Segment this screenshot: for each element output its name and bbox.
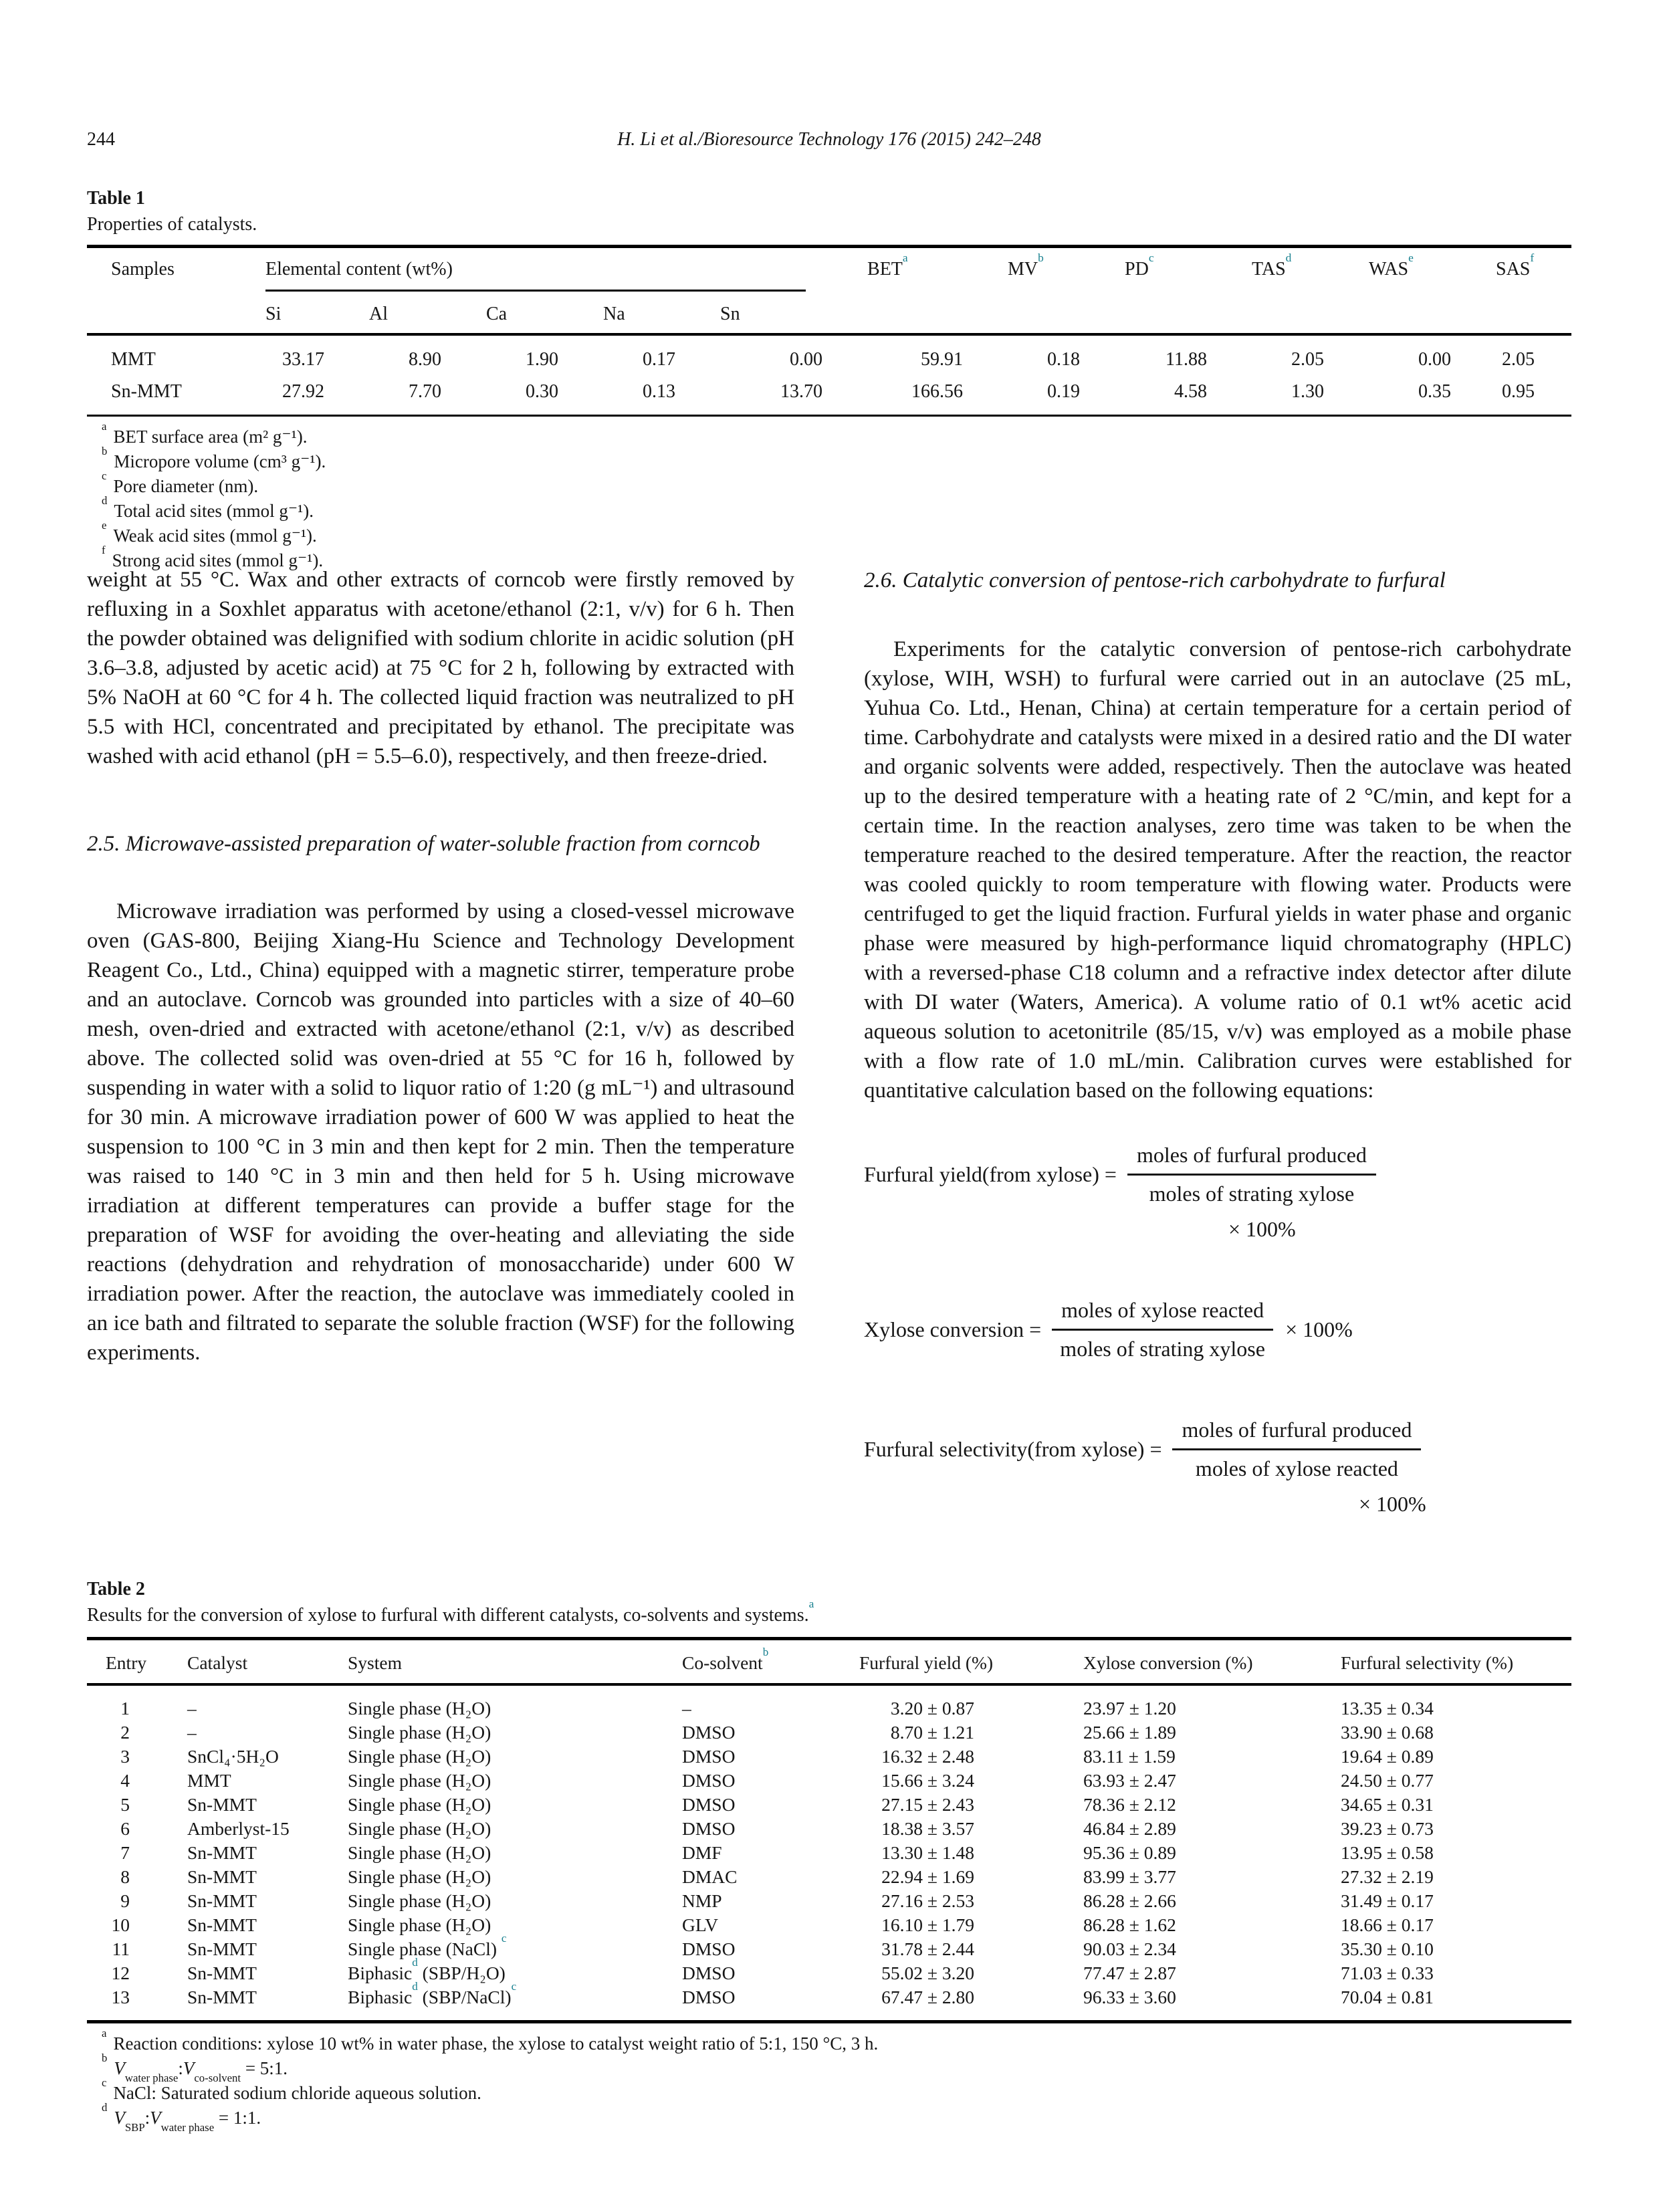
footnote-marker: d bbox=[102, 2100, 108, 2114]
cell-al: 8.90 bbox=[409, 349, 441, 370]
footnote-text: Micropore volume (cm³ g⁻¹). bbox=[114, 451, 326, 471]
cell-system: Single phase (H₂O) bbox=[348, 1914, 491, 1935]
paragraph: Microwave irradiation was performed by using a closed-vessel microwave oven (GAS-800, Beijing Xiang-Hu Science and Technology Development Reagent Co., Ltd., China) equipped with a magnetic stirrer, temperature probe and an autoclave. Corncob was grounded into particles with a size of 40–60 mesh, oven-dried and extracted with acetone/ethanol (2:1, v/v) as described above. The collected solid was oven-dried at 55 °C for 16 h, followed by suspending in water with a solid to liquor ratio of 1:20 (g mL⁻¹) and ultrasound for 30 min. A microwave irradiation power of 600 W was applied to heat the suspension to 100 °C in 3 min and then kept for 2 min. Then the temperature was raised to 140 °C in 3 min and then held for 5 h. Using microwave irradiation at different temperatures can provide a buffer stage for the preparation of WSF for avoiding the over-heating and alleviating the side reactions (dehydration and rehydration of monosaccharide) under 600 W irradiation power. After the reaction, the autoclave was immediately cooled in an ice bath and filtrated to separate the soluble fraction (WSF) for the following experiments. bbox=[87, 899, 794, 1365]
table1-title: Table 1 bbox=[87, 188, 145, 209]
cell-sample: MMT bbox=[111, 349, 156, 370]
table1-col-sn: Sn bbox=[712, 292, 859, 334]
cell-yield: 22.94 ± 1.69 bbox=[881, 1866, 974, 1887]
cell-si: 27.92 bbox=[257, 370, 361, 416]
cell-yield: 27.16 ± 2.53 bbox=[881, 1890, 974, 1911]
cell-catalyst: – bbox=[187, 1698, 197, 1719]
page-header bbox=[87, 128, 1571, 151]
cell-selectivity: 34.65 ± 0.31 bbox=[1341, 1794, 1434, 1815]
table2-title: Table 2 bbox=[87, 1579, 145, 1599]
table-row bbox=[87, 1865, 1571, 1889]
fraction-denominator: moles of xylose reacted bbox=[1195, 1456, 1398, 1480]
cell-entry: 13 bbox=[87, 1985, 187, 2022]
footnote bbox=[87, 2051, 1571, 2085]
cell-mv: 0.19 bbox=[1000, 370, 1117, 416]
cell-conversion: 90.03 ± 2.34 bbox=[1083, 1939, 1176, 1959]
footnote-text: Strong acid sites (mmol g⁻¹). bbox=[112, 550, 324, 570]
equation-multiplier: × 100% bbox=[1359, 1492, 1426, 1516]
table-row bbox=[87, 1889, 1571, 1913]
cell-system: Single phase (H₂O) bbox=[348, 1794, 491, 1815]
table2-col-entry: Entry bbox=[87, 1639, 187, 1685]
cell-selectivity: 35.30 ± 0.10 bbox=[1341, 1939, 1434, 1959]
footnote-text: $V_{SBP}:V_{water phase}$ = 1:1. bbox=[114, 2108, 261, 2134]
running-head: H. Li et al./Bioresource Technology 176 (2015) 242–248 bbox=[617, 129, 1041, 150]
cell-yield: 15.66 ± 3.24 bbox=[881, 1770, 974, 1791]
footnote-text: $V_{water phase}:V_{co-solvent}$ = 5:1. bbox=[114, 2058, 288, 2085]
cell-selectivity: 70.04 ± 0.81 bbox=[1341, 1985, 1571, 2022]
cell-system: Single phase (H₂O) bbox=[348, 1890, 491, 1911]
cell-entry: 4 bbox=[120, 1770, 130, 1791]
table2-col-selectivity: Furfural selectivity (%) bbox=[1341, 1639, 1571, 1685]
cell-entry: 10 bbox=[111, 1914, 130, 1935]
paragraph: weight at 55 °C. Wax and other extracts of corncob were firstly removed by refluxing in a Soxhlet apparatus with acetone/ethanol (2:1, v/v) for 6 h. Then the powder obtained was delignified with sodium chlorite in acidic solution (pH 3.6–3.8, adjusted by acetic acid) at 75 °C for 2 h, following by extracted with 5% NaOH at 60 °C for 4 h. The collected liquid fraction was neutralized to pH 5.5 with HCl, concentrated and precipitated by ethanol. The precipitate was washed with acid ethanol (pH = 5.5–6.0), respectively, and then freeze-dried. bbox=[87, 568, 794, 768]
cell-system: Single phase (H₂O) bbox=[348, 1866, 491, 1887]
cell-selectivity: 27.32 ± 2.19 bbox=[1341, 1866, 1434, 1887]
cell-cosolvent: DMF bbox=[682, 1842, 722, 1863]
cell-cosolvent: DMSO bbox=[682, 1770, 736, 1791]
cell-catalyst: Sn-MMT bbox=[187, 1890, 257, 1911]
table1-col-was: WAS$^e$ bbox=[1361, 247, 1488, 335]
footnote-text: Reaction conditions: xylose 10 wt% in water phase, the xylose to catalyst weight ratio of 5:1, 150 °C, 3 h. bbox=[113, 2033, 879, 2054]
footnote bbox=[87, 493, 1571, 524]
footnote bbox=[87, 419, 1571, 449]
cell-cosolvent: DMSO bbox=[682, 1985, 859, 2022]
cell-cosolvent: NMP bbox=[682, 1890, 722, 1911]
table-row bbox=[87, 1961, 1571, 1985]
cell-sn: 13.70 bbox=[712, 370, 859, 416]
cell-cosolvent: DMSO bbox=[682, 1939, 736, 1959]
cell-system: Single phase (H₂O) bbox=[348, 1722, 491, 1743]
footnote-marker: e bbox=[102, 518, 107, 532]
table-row bbox=[87, 1841, 1571, 1865]
equation-furfural-yield bbox=[864, 1143, 1571, 1242]
cell-catalyst: Sn-MMT bbox=[187, 1985, 348, 2022]
footnote-text: Total acid sites (mmol g⁻¹). bbox=[114, 501, 314, 521]
table-row bbox=[87, 1684, 1571, 1721]
cell-yield: 55.02 ± 3.20 bbox=[881, 1963, 974, 1983]
cell-catalyst: Sn-MMT bbox=[187, 1866, 257, 1887]
cell-conversion: 78.36 ± 2.12 bbox=[1083, 1794, 1176, 1815]
equation-lhs: Furfural yield(from xylose) = bbox=[864, 1162, 1117, 1186]
cell-pd: 4.58 bbox=[1117, 370, 1244, 416]
cell-system: Single phase (H₂O) bbox=[348, 1770, 491, 1791]
cell-sas: 2.05 bbox=[1502, 349, 1535, 370]
table2 bbox=[87, 1637, 1571, 2023]
cell-catalyst: Sn-MMT bbox=[187, 1914, 257, 1935]
footnote-marker: f bbox=[102, 543, 106, 556]
cell-catalyst: Amberlyst-15 bbox=[187, 1818, 290, 1839]
cell-catalyst: SnCl₄·5H₂O bbox=[187, 1746, 279, 1767]
cell-cosolvent: DMSO bbox=[682, 1722, 736, 1743]
footnote-marker: d bbox=[102, 493, 108, 507]
footnote-text: BET surface area (m² g⁻¹). bbox=[113, 427, 308, 447]
cell-yield: 13.30 ± 1.48 bbox=[881, 1842, 974, 1863]
cell-selectivity: 24.50 ± 0.77 bbox=[1341, 1770, 1434, 1791]
footnote-marker: c bbox=[102, 469, 107, 482]
cell-tas: 2.05 bbox=[1291, 349, 1325, 370]
cell-sample: Sn-MMT bbox=[87, 370, 257, 416]
cell-cosolvent: DMAC bbox=[682, 1866, 738, 1887]
cell-system: Single phase (H₂O) bbox=[348, 1842, 491, 1863]
table-row bbox=[87, 1745, 1571, 1769]
table1-col-al: Al bbox=[361, 292, 478, 334]
table1 bbox=[87, 245, 1571, 417]
cell-ca: 1.90 bbox=[526, 349, 558, 370]
equation-lhs: Xylose conversion = bbox=[864, 1317, 1042, 1341]
fraction-denominator: moles of strating xylose bbox=[1060, 1337, 1265, 1361]
cell-mv: 0.18 bbox=[1047, 349, 1081, 370]
cell-selectivity: 18.66 ± 0.17 bbox=[1341, 1914, 1434, 1935]
equation-xylose-conversion bbox=[864, 1298, 1571, 1361]
footnote-marker: a bbox=[102, 2026, 107, 2039]
table1-col-sas: SAS$^f$ bbox=[1488, 247, 1571, 335]
equation-lhs: Furfural selectivity(from xylose) = bbox=[864, 1437, 1162, 1461]
cell-bet: 59.91 bbox=[921, 349, 964, 370]
left-column bbox=[87, 565, 794, 1367]
cell-si: 33.17 bbox=[282, 349, 324, 370]
table2-col-yield: Furfural yield (%) bbox=[859, 1639, 1083, 1685]
cell-conversion: 86.28 ± 1.62 bbox=[1083, 1914, 1176, 1935]
table-row bbox=[87, 1769, 1571, 1793]
table2-header-row bbox=[87, 1639, 1571, 1685]
footnote-marker: a bbox=[102, 419, 107, 433]
table2-col-cosolvent: Co-solvent$^b$ bbox=[682, 1639, 859, 1685]
equation-furfural-selectivity bbox=[864, 1418, 1571, 1517]
cell-catalyst: MMT bbox=[187, 1770, 231, 1791]
table1-section bbox=[87, 186, 1571, 573]
cell-system: Biphasic$^d$ (SBP/NaCl)$^c$ bbox=[348, 1985, 682, 2022]
table1-col-ca: Ca bbox=[478, 292, 595, 334]
cell-conversion: 46.84 ± 2.89 bbox=[1083, 1818, 1176, 1839]
table2-footnotes bbox=[87, 2026, 1571, 2134]
footnote-text: NaCl: Saturated sodium chloride aqueous solution. bbox=[113, 2083, 481, 2103]
cell-selectivity: 13.35 ± 0.34 bbox=[1341, 1698, 1434, 1719]
cell-cosolvent: DMSO bbox=[682, 1794, 736, 1815]
cell-system: Single phase (H₂O) bbox=[348, 1746, 491, 1767]
table-row bbox=[87, 1913, 1571, 1937]
cell-selectivity: 31.49 ± 0.17 bbox=[1341, 1890, 1434, 1911]
cell-entry: 1 bbox=[120, 1698, 130, 1719]
cell-conversion: 25.66 ± 1.89 bbox=[1083, 1722, 1176, 1743]
table-row bbox=[87, 1793, 1571, 1817]
cell-yield: 3.20 ± 0.87 bbox=[890, 1698, 974, 1719]
footnote bbox=[87, 469, 1571, 499]
cell-entry: 7 bbox=[120, 1842, 130, 1863]
footnote bbox=[87, 444, 1571, 474]
table1-elemental-label: Elemental content (wt%) bbox=[265, 259, 806, 292]
cell-conversion: 63.93 ± 2.47 bbox=[1083, 1770, 1176, 1791]
table1-col-samples: Samples bbox=[87, 247, 257, 335]
cell-conversion: 77.47 ± 2.87 bbox=[1083, 1963, 1176, 1983]
cell-catalyst: Sn-MMT bbox=[187, 1963, 257, 1983]
table1-col-bet: BET$^a$ bbox=[859, 247, 1000, 335]
table-row bbox=[87, 1985, 1571, 2022]
cell-cosolvent: – bbox=[682, 1698, 691, 1719]
table1-col-elemental bbox=[257, 247, 859, 292]
fraction-numerator: moles of xylose reacted bbox=[1052, 1298, 1273, 1331]
table2-col-conversion: Xylose conversion (%) bbox=[1083, 1639, 1341, 1685]
cell-was: 0.35 bbox=[1361, 370, 1488, 416]
cell-yield: 8.70 ± 1.21 bbox=[890, 1722, 974, 1743]
cell-selectivity: 13.95 ± 0.58 bbox=[1341, 1842, 1434, 1863]
cell-entry: 3 bbox=[120, 1746, 130, 1767]
cell-conversion: 83.11 ± 1.59 bbox=[1083, 1746, 1176, 1767]
equation-row bbox=[864, 1143, 1571, 1206]
cell-conversion: 95.36 ± 0.89 bbox=[1083, 1842, 1176, 1863]
cell-selectivity: 71.03 ± 0.33 bbox=[1341, 1963, 1434, 1983]
table-row bbox=[87, 1817, 1571, 1841]
table1-caption: Properties of catalysts. bbox=[87, 214, 257, 235]
table1-col-mv: $MV^b$ bbox=[1000, 247, 1117, 335]
cell-catalyst: Sn-MMT bbox=[187, 1842, 257, 1863]
cell-conversion: 96.33 ± 3.60 bbox=[1083, 1985, 1341, 2022]
cell-system: Biphasic$^d$ (SBP/H₂O) bbox=[348, 1956, 506, 1983]
table-row bbox=[87, 1721, 1571, 1745]
table1-col-na: Na bbox=[595, 292, 712, 334]
cell-entry: 12 bbox=[111, 1963, 130, 1983]
cell-cosolvent: DMSO bbox=[682, 1818, 736, 1839]
cell-catalyst: – bbox=[187, 1722, 197, 1743]
table2-section bbox=[87, 1577, 1571, 2134]
cell-conversion: 83.99 ± 3.77 bbox=[1083, 1866, 1176, 1887]
fraction bbox=[1052, 1298, 1273, 1361]
cell-yield: 16.10 ± 1.79 bbox=[881, 1914, 974, 1935]
footnote-marker: b bbox=[102, 444, 108, 457]
footnote-text: Pore diameter (nm). bbox=[113, 476, 259, 496]
fraction-numerator: moles of furfural produced bbox=[1127, 1143, 1376, 1176]
table2-col-system: System bbox=[348, 1639, 682, 1685]
footnote bbox=[87, 2100, 1571, 2134]
section-heading-2-6: 2.6. Catalytic conversion of pentose-rich carbohydrate to furfural bbox=[864, 568, 1446, 592]
table1-col-pd: $PD^c$ bbox=[1117, 247, 1244, 335]
cell-selectivity: 19.64 ± 0.89 bbox=[1341, 1746, 1434, 1767]
footnote-marker: c bbox=[102, 2076, 107, 2089]
equation-multiplier: × 100% bbox=[1285, 1317, 1353, 1341]
cell-conversion: 23.97 ± 1.20 bbox=[1083, 1698, 1176, 1719]
footnote-text: Weak acid sites (mmol g⁻¹). bbox=[113, 526, 317, 546]
table1-col-tas: TAS$^d$ bbox=[1244, 247, 1361, 335]
cell-catalyst: Sn-MMT bbox=[187, 1794, 257, 1815]
fraction bbox=[1127, 1143, 1376, 1206]
equation-row bbox=[864, 1418, 1571, 1481]
cell-bet: 166.56 bbox=[859, 370, 1000, 416]
equation-multiplier: × 100% bbox=[1228, 1217, 1296, 1241]
cell-entry: 9 bbox=[120, 1890, 130, 1911]
cell-entry: 2 bbox=[120, 1722, 130, 1743]
cell-al: 7.70 bbox=[361, 370, 478, 416]
table2-col-catalyst: Catalyst bbox=[187, 1639, 348, 1685]
equation-row bbox=[864, 1298, 1571, 1361]
footnote bbox=[87, 518, 1571, 548]
cell-system: Single phase (H₂O) bbox=[348, 1698, 491, 1719]
footnote-marker: b bbox=[102, 2051, 108, 2064]
cell-yield: 31.78 ± 2.44 bbox=[881, 1939, 974, 1959]
cell-sn: 0.00 bbox=[790, 349, 823, 370]
table-row bbox=[87, 334, 1571, 370]
fraction-numerator: moles of furfural produced bbox=[1172, 1418, 1421, 1450]
cell-entry: 8 bbox=[120, 1866, 130, 1887]
right-column bbox=[864, 565, 1571, 1517]
fraction-denominator: moles of strating xylose bbox=[1149, 1182, 1355, 1206]
cell-entry: 5 bbox=[120, 1794, 130, 1815]
cell-yield: 18.38 ± 3.57 bbox=[881, 1818, 974, 1839]
cell-was: 0.00 bbox=[1418, 349, 1452, 370]
cell-system: Single phase (NaCl) $^c$ bbox=[348, 1932, 507, 1959]
cell-yield: 16.32 ± 2.48 bbox=[881, 1746, 974, 1767]
cell-selectivity: 33.90 ± 0.68 bbox=[1341, 1722, 1434, 1743]
paragraph: Experiments for the catalytic conversion of pentose-rich carbohydrate (xylose, WIH, WSH) to furfural were carried out in an autoclave (25 mL, Yuhua Co. Ltd., Henan, China) at certain temperature for a certain period of time. Carbohydrate and catalysts were mixed in a desired ratio and the DI water and organic solvents were added, respectively. Then the autoclave was heated up to the desired temperature with a heating rate of 2 °C/min, and kept for a certain time. In the reaction analyses, zero time was taken to be when the temperature reached to the desired temperature. After the reaction, the reactor was cooled quickly to room temperature with flowing water. Products were centrifuged to get the liquid fraction. Furfural yields in water phase and organic phase were measured by high-performance liquid chromatography (HPLC) with a reversed-phase C18 column and a refractive index detector after dilute with DI water (Waters, America). A volume ratio of 0.1 wt% acetic acid aqueous solution to acetonitrile (85/15, v/v) was employed as a mobile phase with a flow rate of 1.0 mL/min. Calibration curves were established for quantitative calculation based on the following equations: bbox=[864, 637, 1571, 1103]
table1-col-si: Si bbox=[257, 292, 361, 334]
cell-sas: 0.95 bbox=[1488, 370, 1571, 416]
cell-ca: 0.30 bbox=[478, 370, 595, 416]
footnote bbox=[87, 2026, 1571, 2056]
table1-header-row bbox=[87, 247, 1571, 292]
cell-entry: 6 bbox=[120, 1818, 130, 1839]
cell-cosolvent: GLV bbox=[682, 1914, 718, 1935]
footnote bbox=[87, 2076, 1571, 2106]
table1-footnotes bbox=[87, 419, 1571, 573]
table-row bbox=[87, 370, 1571, 416]
cell-conversion: 86.28 ± 2.66 bbox=[1083, 1890, 1176, 1911]
cell-pd: 11.88 bbox=[1166, 349, 1208, 370]
cell-cosolvent: DMSO bbox=[682, 1746, 736, 1767]
table2-caption: Results for the conversion of xylose to furfural with different catalysts, co-solvents and systems.$^a$ bbox=[87, 1597, 814, 1626]
cell-selectivity: 39.23 ± 0.73 bbox=[1341, 1818, 1434, 1839]
cell-na: 0.13 bbox=[595, 370, 712, 416]
page-number: 244 bbox=[87, 129, 115, 150]
cell-na: 0.17 bbox=[643, 349, 675, 370]
cell-system: Single phase (H₂O) bbox=[348, 1818, 491, 1839]
cell-tas: 1.30 bbox=[1244, 370, 1361, 416]
cell-yield: 27.15 ± 2.43 bbox=[881, 1794, 974, 1815]
cell-catalyst: Sn-MMT bbox=[187, 1939, 257, 1959]
cell-yield: 67.47 ± 2.80 bbox=[859, 1985, 1083, 2022]
section-heading-2-5: 2.5. Microwave-assisted preparation of water-soluble fraction from corncob bbox=[87, 832, 760, 856]
fraction bbox=[1172, 1418, 1421, 1481]
table-row bbox=[87, 1937, 1571, 1961]
cell-cosolvent: DMSO bbox=[682, 1963, 736, 1983]
cell-entry: 11 bbox=[112, 1939, 130, 1959]
